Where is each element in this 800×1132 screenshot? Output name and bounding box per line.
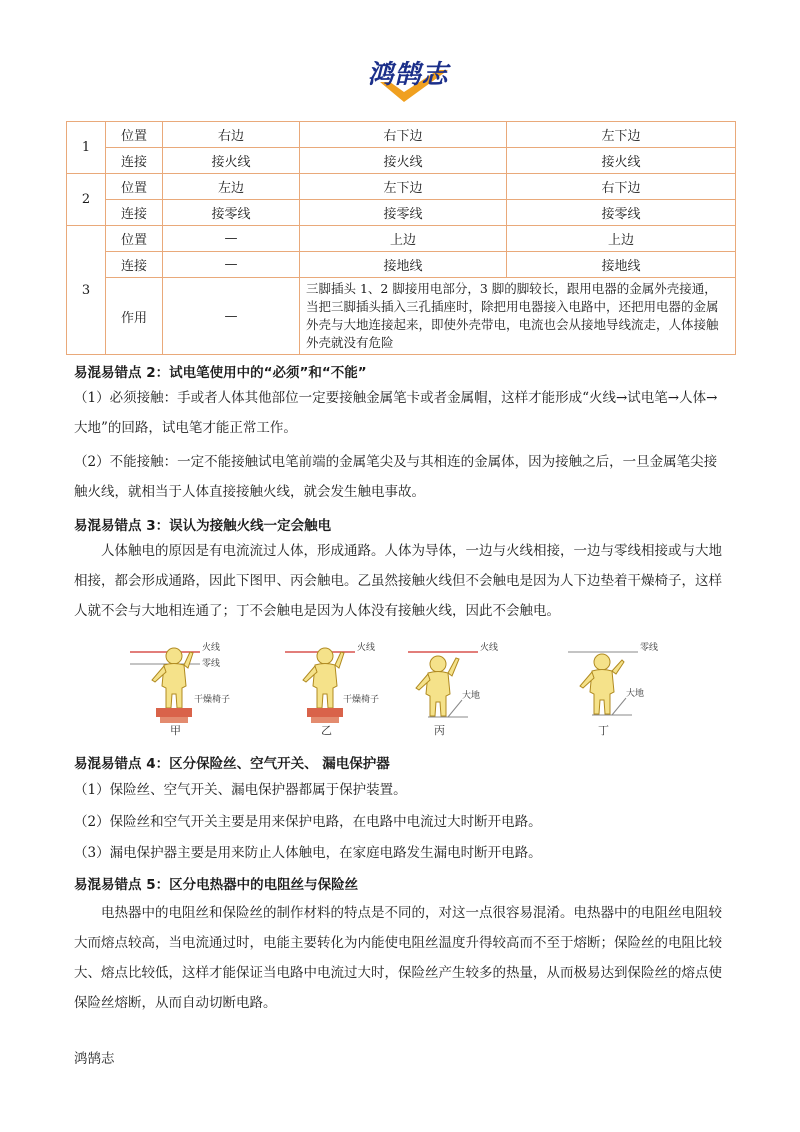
- paragraph: （1）保险丝、空气开关、漏电保护器都属于保护装置。: [74, 782, 407, 798]
- person-icon: [580, 654, 624, 714]
- fig-label: 干燥椅子: [194, 695, 231, 705]
- table-cell: 右下边: [507, 174, 736, 200]
- paragraph: （2）不能接触：一定不能接触试电笔前端的金属笔尖及与其相连的金属体，因为接触之后，一旦金属笔尖接触火线，就相当于人体直接接触火线，就会发生触电事故。: [74, 454, 718, 500]
- person-icon: [303, 648, 344, 708]
- row-label: 连接: [106, 200, 163, 226]
- table-row: [67, 278, 736, 355]
- paragraph: （3）漏电保护器主要是用来防止人体触电，在家庭电路发生漏电时断开电路。: [74, 845, 542, 861]
- table-cell: 接地线: [300, 252, 507, 278]
- row-label: 连接: [106, 252, 163, 278]
- table-cell: —: [163, 226, 300, 252]
- fig-label: 大地: [462, 691, 481, 701]
- row-label: 位置: [106, 122, 163, 148]
- table-row: [67, 226, 736, 252]
- table-row: [67, 200, 736, 226]
- figure-yi: [285, 641, 379, 737]
- table-cell: 左边: [163, 174, 300, 200]
- table-cell: —: [163, 278, 300, 355]
- logo: [352, 52, 464, 108]
- section-heading: 易混易错点 2：试电笔使用中的“必须”和“不能”: [74, 365, 367, 381]
- row-label: 位置: [106, 226, 163, 252]
- table-cell: 右边: [163, 122, 300, 148]
- fig-label: 火线: [357, 643, 376, 653]
- fig-label: 干燥椅子: [343, 695, 380, 705]
- fig-label: 火线: [202, 643, 221, 653]
- table-cell: 左下边: [507, 122, 736, 148]
- row-label: 作用: [106, 278, 163, 355]
- fig-label: 大地: [626, 689, 645, 699]
- fig-caption: 丁: [598, 724, 609, 737]
- figure-bing: [408, 641, 498, 737]
- row-label: 位置: [106, 174, 163, 200]
- table-cell: 接火线: [507, 148, 736, 174]
- table-cell: 接零线: [507, 200, 736, 226]
- person-icon: [152, 648, 193, 708]
- table-cell: 右下边: [300, 122, 507, 148]
- section-heading: 易混易错点 3：误认为接触火线一定会触电: [74, 518, 332, 534]
- table-cell: 上边: [300, 226, 507, 252]
- fig-caption: 乙: [321, 724, 332, 737]
- figure-ding: [568, 641, 658, 737]
- section-heading: 易混易错点 5：区分电热器中的电阻丝与保险丝: [74, 877, 359, 893]
- person-icon: [416, 656, 459, 716]
- paragraph: （2）保险丝和空气开关主要是用来保护电路，在电路中电流过大时断开电路。: [74, 814, 542, 830]
- table-cell: 接火线: [300, 148, 507, 174]
- section-heading: 易混易错点 4：区分保险丝、空气开关、 漏电保护器: [74, 756, 390, 772]
- table-cell: 接零线: [163, 200, 300, 226]
- fig-label: 火线: [480, 643, 499, 653]
- paragraph: 人体触电的原因是有电流流过人体，形成通路。人体为导体，一边与火线相接，一边与零线相接或与大地相接，都会形成通路，因此下图甲、丙会触电。乙虽然接触火线但不会触电是因为人下边垫着干燥椅子，这样人就不会与大地相连通了；丁不会触电是因为人体没有接触火线，因此不会触电。: [74, 543, 722, 619]
- table-row: [67, 148, 736, 174]
- paragraph: （1）必须接触：手或者人体其他部位一定要接触金属笔卡或者金属帽，这样才能形成“火线→试电笔→人体→大地”的回路，试电笔才能正常工作。: [74, 390, 718, 436]
- electric-shock-figures: [130, 638, 690, 738]
- row-label: 连接: [106, 148, 163, 174]
- table-row: [67, 252, 736, 278]
- footer-text: 鸿鹄志: [74, 1051, 115, 1067]
- plug-pin-table: [66, 121, 736, 355]
- logo-text: 鸿鹄志: [367, 60, 449, 90]
- table-cell-description: 三脚插头 1、2 脚接用电部分，3 脚的脚较长，跟用电器的金属外壳接通，当把三脚插头插入三孔插座时，除把用电器接入电路中，还把用电器的金属外壳与大地连接起来，即使外壳带电，电流也会从接地导线流走，人体接触外壳就没有危险: [300, 278, 736, 355]
- table-cell: 左下边: [300, 174, 507, 200]
- fig-caption: 甲: [170, 724, 181, 737]
- table-cell: —: [163, 252, 300, 278]
- stool-icon: [307, 708, 343, 717]
- row-number: 1: [67, 122, 106, 174]
- fig-label: 零线: [202, 659, 221, 669]
- row-number: 3: [67, 226, 106, 355]
- paragraph: 电热器中的电阻丝和保险丝的制作材料的特点是不同的，对这一点很容易混淆。电热器中的电阻丝电阻较大而熔点较高，当电流通过时，电能主要转化为内能使电阻丝温度升得较高而不至于熔断；保险丝的电阻比较大、熔点比较低，这样才能保证当电路中电流过大时，保险丝产生较多的热量，从而极易达到保险丝的熔点使保险丝熔断，从而自动切断电路。: [74, 905, 722, 1011]
- table-row: [67, 122, 736, 148]
- table-cell: 接零线: [300, 200, 507, 226]
- row-number: 2: [67, 174, 106, 226]
- fig-caption: 丙: [434, 724, 445, 737]
- table-cell: 接地线: [507, 252, 736, 278]
- fig-label: 零线: [640, 643, 659, 653]
- table-row: [67, 174, 736, 200]
- table-cell: 接火线: [163, 148, 300, 174]
- figure-jia: [130, 641, 230, 737]
- stool-icon: [156, 708, 192, 717]
- table-cell: 上边: [507, 226, 736, 252]
